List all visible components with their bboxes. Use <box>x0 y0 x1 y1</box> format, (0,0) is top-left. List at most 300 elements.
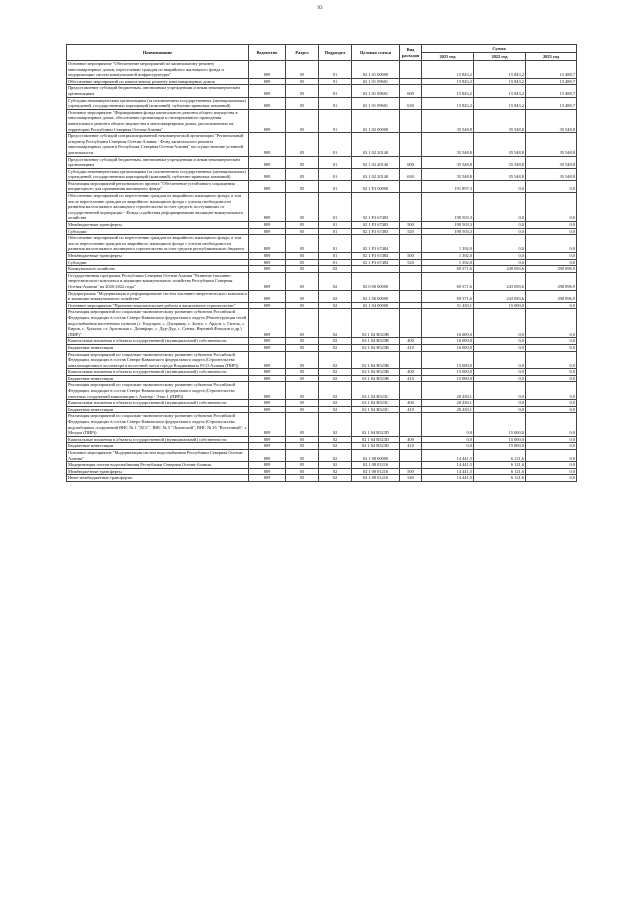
cell-amount-2021: 35 548,8 <box>422 133 474 156</box>
cell-name: Коммунальное хозяйство <box>67 266 249 273</box>
cell-name: Предоставление субсидий бюджетным, автономным учреждениям и иным некоммерческим организациям <box>67 156 249 168</box>
table-row <box>67 253 577 260</box>
cell-amount-2021: 16 000,0 <box>422 344 474 351</box>
cell-ministry: 809 <box>249 253 286 260</box>
cell-amount-2022: 35 548,8 <box>474 133 526 156</box>
cell-section: 05 <box>286 97 319 109</box>
cell-expense-type <box>400 382 422 400</box>
cell-amount-2021: 15 000,0 <box>422 369 474 376</box>
table-row <box>67 302 577 309</box>
cell-section: 05 <box>286 338 319 345</box>
cell-section: 05 <box>286 436 319 443</box>
cell-name: Обеспечение мероприятий по переселению граждан из аварийного жилищного фонда, в том числе переселению граждан из аварийного жилищного фонда с учетом необходимости развития малоэтажного жилищного строительства за счет средств республиканского бюджета <box>67 235 249 253</box>
cell-amount-2022: 0,0 <box>474 180 526 192</box>
table-row <box>67 475 577 482</box>
cell-amount-2023: 0,0 <box>526 228 577 235</box>
cell-target-article: 02 1 02 20140 <box>352 133 400 156</box>
header-name: Наименование <box>67 45 249 61</box>
cell-section: 05 <box>286 193 319 222</box>
cell-amount-2023: 15 488,7 <box>526 97 577 109</box>
cell-expense-type <box>400 193 422 222</box>
cell-target-article: 02 1 01 09601 <box>352 78 400 85</box>
cell-name: Бюджетные инвестиции <box>67 375 249 382</box>
cell-target-article: 02 1 F3 67483 <box>352 228 400 235</box>
header-subsection: Подраздел <box>319 45 352 61</box>
table-row <box>67 468 577 475</box>
cell-name: Реализация мероприятий регионального проекта "Обеспечение устойчивого сокращения непригодного для проживания жилищного фонда" <box>67 180 249 192</box>
cell-target-article: 02 1 F3 67484 <box>352 253 400 260</box>
cell-amount-2021: 1 392,0 <box>422 235 474 253</box>
cell-target-article: 02 1 04 R523B <box>352 369 400 376</box>
cell-section: 05 <box>286 475 319 482</box>
cell-section: 05 <box>286 369 319 376</box>
cell-target-article: 02 1 00 00000 <box>352 290 400 302</box>
cell-expense-type <box>400 180 422 192</box>
cell-ministry: 809 <box>249 193 286 222</box>
header-year-2023: 2023 год <box>526 53 577 61</box>
cell-amount-2022: 0,0 <box>474 338 526 345</box>
cell-section: 05 <box>286 272 319 290</box>
cell-amount-2021: 35 548,8 <box>422 168 474 180</box>
table-row <box>67 400 577 407</box>
cell-amount-2021: 35 548,8 <box>422 109 474 132</box>
cell-ministry: 809 <box>249 382 286 400</box>
cell-subsection: 02 <box>319 290 352 302</box>
cell-section: 05 <box>286 309 319 338</box>
cell-amount-2021: 0,0 <box>422 413 474 436</box>
table-row <box>67 351 577 369</box>
cell-amount-2022: 6 121,6 <box>474 450 526 462</box>
cell-section: 05 <box>286 382 319 400</box>
cell-amount-2022: 0,0 <box>474 406 526 413</box>
cell-amount-2022: 0,0 <box>474 375 526 382</box>
cell-ministry: 809 <box>249 369 286 376</box>
cell-name: Капитальные вложения в объекты государственной (муниципальной) собственности <box>67 436 249 443</box>
cell-ministry: 809 <box>249 351 286 369</box>
cell-amount-2023: 0,0 <box>526 400 577 407</box>
header-year-2021: 2021 год <box>422 53 474 61</box>
cell-amount-2023: 15 488,7 <box>526 61 577 79</box>
cell-subsection: 02 <box>319 413 352 436</box>
cell-ministry: 809 <box>249 468 286 475</box>
cell-amount-2021: 1 392,0 <box>422 259 474 266</box>
table-body <box>67 61 577 482</box>
cell-ministry: 809 <box>249 406 286 413</box>
table-row <box>67 180 577 192</box>
cell-ministry: 809 <box>249 309 286 338</box>
page-number: 93 <box>317 6 323 11</box>
cell-amount-2021: 15 843,2 <box>422 97 474 109</box>
cell-amount-2023: 0,0 <box>526 406 577 413</box>
cell-amount-2023: 0,0 <box>526 222 577 229</box>
cell-target-article: 02 1 04 R523B <box>352 351 400 369</box>
cell-amount-2021: 35 548,8 <box>422 156 474 168</box>
table-row <box>67 413 577 436</box>
cell-target-article: 02 1 04 00000 <box>352 302 400 309</box>
cell-subsection: 02 <box>319 462 352 469</box>
cell-subsection: 01 <box>319 61 352 79</box>
cell-target-article: 02 1 01 09601 <box>352 85 400 97</box>
table-row <box>67 168 577 180</box>
cell-subsection: 02 <box>319 406 352 413</box>
cell-ministry: 809 <box>249 85 286 97</box>
cell-subsection: 01 <box>319 222 352 229</box>
cell-ministry: 809 <box>249 462 286 469</box>
cell-section: 05 <box>286 462 319 469</box>
cell-section: 05 <box>286 228 319 235</box>
cell-subsection: 02 <box>319 369 352 376</box>
table-row <box>67 382 577 400</box>
cell-expense-type <box>400 133 422 156</box>
cell-amount-2022: 0,0 <box>474 259 526 266</box>
cell-ministry: 809 <box>249 97 286 109</box>
cell-target-article: 02 1 02 00000 <box>352 109 400 132</box>
cell-name: Субсидии некоммерческим организациям (за исключением государственных (муниципальных) учреждений, государственных корпораций (компаний), публично-правовых компаний) <box>67 97 249 109</box>
cell-expense-type: 600 <box>400 156 422 168</box>
cell-subsection: 02 <box>319 468 352 475</box>
cell-subsection: 02 <box>319 309 352 338</box>
cell-section: 05 <box>286 290 319 302</box>
table-row <box>67 228 577 235</box>
cell-amount-2023: 35 548,8 <box>526 133 577 156</box>
cell-name: Межбюджетные трансферты <box>67 468 249 475</box>
cell-expense-type: 400 <box>400 436 422 443</box>
cell-expense-type <box>400 351 422 369</box>
cell-name: Межбюджетные трансферты <box>67 222 249 229</box>
cell-name: Капитальные вложения в объекты государственной (муниципальной) собственности <box>67 369 249 376</box>
cell-ministry: 809 <box>249 400 286 407</box>
cell-name: Основное мероприятие "Модернизация систем водоснабжения Республики Северная Осетия-Алания" <box>67 450 249 462</box>
cell-amount-2023: 15 488,7 <box>526 85 577 97</box>
cell-amount-2021: 190 503,3 <box>422 228 474 235</box>
cell-ministry: 809 <box>249 302 286 309</box>
cell-amount-2023: 0,0 <box>526 468 577 475</box>
cell-amount-2022: 15 843,2 <box>474 97 526 109</box>
table-row <box>67 462 577 469</box>
cell-ministry: 809 <box>249 156 286 168</box>
cell-expense-type: 410 <box>400 443 422 450</box>
cell-section: 05 <box>286 344 319 351</box>
cell-section: 05 <box>286 406 319 413</box>
cell-amount-2022: 243 083,6 <box>474 290 526 302</box>
cell-section: 05 <box>286 156 319 168</box>
cell-amount-2022: 0,0 <box>474 253 526 260</box>
cell-target-article: 02 1 08 01216 <box>352 475 400 482</box>
cell-target-article: 02 1 08 01216 <box>352 468 400 475</box>
header-section: Раздел <box>286 45 319 61</box>
cell-amount-2023: 0,0 <box>526 462 577 469</box>
cell-amount-2023: 15 488,7 <box>526 78 577 85</box>
cell-name: Реализация мероприятий по социально-экономическому развитию субъектов Российской Федерации, входящих в состав Северо-Кавказского федерального округа (Строительство канализационного коллектора в восточной части города Владикавказа РСО-Алания (ПИР)) <box>67 351 249 369</box>
cell-name: Иные межбюджетные трансферты <box>67 475 249 482</box>
cell-section: 05 <box>286 109 319 132</box>
cell-section: 05 <box>286 302 319 309</box>
table-row <box>67 235 577 253</box>
cell-target-article: 02 1 04 R523C <box>352 382 400 400</box>
table-row <box>67 109 577 132</box>
cell-section: 05 <box>286 78 319 85</box>
cell-amount-2023: 0,0 <box>526 351 577 369</box>
cell-amount-2021: 69 371,6 <box>422 290 474 302</box>
cell-amount-2022: 0,0 <box>474 382 526 400</box>
cell-amount-2022: 0,0 <box>474 193 526 222</box>
cell-target-article: 02 1 F3 67483 <box>352 222 400 229</box>
table-row <box>67 85 577 97</box>
cell-amount-2022: 15 000,0 <box>474 436 526 443</box>
cell-section: 05 <box>286 180 319 192</box>
cell-name: Обеспечение мероприятий по переселению граждан из аварийного жилищного фонда, в том числе переселению граждан из аварийного жилищного фонда с учетом необходимости развития малоэтажного жилищного строительства за счет средств, поступивших от государственной корпорации - Фонда содействия реформированию жилищно-коммунального хозяйства <box>67 193 249 222</box>
cell-expense-type <box>400 290 422 302</box>
cell-expense-type: 630 <box>400 97 422 109</box>
header-year-2022: 2022 год <box>474 53 526 61</box>
header-expense-type: Вид расходов <box>400 45 422 61</box>
cell-amount-2022: 0,0 <box>474 369 526 376</box>
cell-section: 05 <box>286 259 319 266</box>
cell-section: 05 <box>286 443 319 450</box>
cell-ministry: 809 <box>249 228 286 235</box>
cell-amount-2021: 15 843,2 <box>422 78 474 85</box>
cell-ministry: 809 <box>249 290 286 302</box>
cell-expense-type: 400 <box>400 369 422 376</box>
cell-target-article: 02 1 04 R523B <box>352 375 400 382</box>
cell-section: 05 <box>286 253 319 260</box>
table-row <box>67 406 577 413</box>
cell-ministry: 809 <box>249 436 286 443</box>
cell-amount-2021: 14 441,5 <box>422 450 474 462</box>
cell-expense-type: 630 <box>400 168 422 180</box>
cell-amount-2021: 0,0 <box>422 436 474 443</box>
cell-section: 05 <box>286 450 319 462</box>
cell-amount-2023: 298 896,9 <box>526 272 577 290</box>
cell-target-article: 02 1 04 R523C <box>352 406 400 413</box>
cell-subsection: 02 <box>319 443 352 450</box>
cell-target-article: 02 1 01 00000 <box>352 61 400 79</box>
cell-subsection: 02 <box>319 344 352 351</box>
cell-name: Капитальные вложения в объекты государственной (муниципальной) собственности <box>67 400 249 407</box>
cell-amount-2022: 0,0 <box>474 344 526 351</box>
cell-expense-type <box>400 302 422 309</box>
cell-amount-2021: 14 441,5 <box>422 468 474 475</box>
cell-amount-2022: 0,0 <box>474 222 526 229</box>
cell-target-article: 02 1 08 00000 <box>352 450 400 462</box>
cell-subsection: 01 <box>319 228 352 235</box>
cell-amount-2022: 15 000,0 <box>474 443 526 450</box>
cell-subsection: 01 <box>319 85 352 97</box>
cell-amount-2021: 16 000,0 <box>422 309 474 338</box>
cell-ministry: 809 <box>249 222 286 229</box>
cell-subsection: 01 <box>319 78 352 85</box>
cell-ministry: 809 <box>249 109 286 132</box>
cell-amount-2023: 298 896,9 <box>526 290 577 302</box>
table-row <box>67 156 577 168</box>
cell-target-article: 02 1 04 R523B <box>352 309 400 338</box>
cell-amount-2022: 15 843,2 <box>474 78 526 85</box>
cell-target-article: 02 1 F3 67484 <box>352 235 400 253</box>
cell-amount-2021: 51 430,1 <box>422 302 474 309</box>
cell-target-article: 02 1 F3 00000 <box>352 180 400 192</box>
cell-ministry: 809 <box>249 266 286 273</box>
cell-expense-type <box>400 413 422 436</box>
cell-amount-2023: 0,0 <box>526 253 577 260</box>
cell-ministry: 809 <box>249 61 286 79</box>
cell-subsection: 02 <box>319 400 352 407</box>
cell-expense-type: 410 <box>400 344 422 351</box>
table-row <box>67 369 577 376</box>
cell-name: Субсидии некоммерческим организациям (за исключением государственных (муниципальных) учреждений, государственных корпораций (компаний), публично-правовых компаний) <box>67 168 249 180</box>
cell-subsection: 02 <box>319 450 352 462</box>
cell-ministry: 809 <box>249 78 286 85</box>
cell-target-article: 02 1 04 R523D <box>352 436 400 443</box>
cell-subsection: 02 <box>319 436 352 443</box>
cell-target-article <box>352 266 400 273</box>
cell-amount-2021: 14 441,5 <box>422 462 474 469</box>
cell-name: Субсидии <box>67 228 249 235</box>
cell-subsection: 02 <box>319 351 352 369</box>
cell-amount-2021: 191 897,3 <box>422 180 474 192</box>
table-row <box>67 272 577 290</box>
cell-amount-2023: 0,0 <box>526 193 577 222</box>
cell-amount-2021: 15 000,0 <box>422 351 474 369</box>
cell-amount-2022: 249 083,6 <box>474 266 526 273</box>
cell-target-article: 02 1 04 R523D <box>352 413 400 436</box>
cell-amount-2023: 35 548,8 <box>526 109 577 132</box>
cell-ministry: 809 <box>249 413 286 436</box>
cell-target-article: 02 1 F3 67484 <box>352 259 400 266</box>
cell-section: 05 <box>286 400 319 407</box>
cell-subsection: 01 <box>319 168 352 180</box>
table-row <box>67 338 577 345</box>
header-target-article: Целевая статья <box>352 45 400 61</box>
cell-section: 05 <box>286 468 319 475</box>
cell-amount-2023: 0,0 <box>526 436 577 443</box>
cell-amount-2021: 20 430,1 <box>422 382 474 400</box>
cell-expense-type <box>400 450 422 462</box>
cell-target-article: 02 1 04 R523B <box>352 344 400 351</box>
cell-amount-2022: 0,0 <box>474 235 526 253</box>
cell-subsection: 01 <box>319 253 352 260</box>
table-row <box>67 443 577 450</box>
cell-expense-type: 410 <box>400 406 422 413</box>
cell-amount-2022: 15 000,0 <box>474 413 526 436</box>
cell-amount-2022: 15 843,2 <box>474 61 526 79</box>
cell-name: Реализация мероприятий по социально-экономическому развитию субъектов Российской Федерации, входящих в состав Северо-Кавказского федерального округа (Реконструкция сетей водоснабжения населенных пунктов (с. Кадгарон, с. Дзуарикау, с. Зилга, с. Ардон, с. Гизель, с. Киров, с. Хумалаг, ст. Архонская с. Донифарс, с. Дур-Дур, с. Сунжа, Верхний Фиагдон и др.) (ПИР)" <box>67 309 249 338</box>
cell-name: Бюджетные инвестиции <box>67 443 249 450</box>
cell-expense-type: 400 <box>400 338 422 345</box>
cell-amount-2023: 0,0 <box>526 375 577 382</box>
cell-name: Бюджетные инвестиции <box>67 406 249 413</box>
header-ministry: Ведомство <box>249 45 286 61</box>
cell-amount-2023: 0,0 <box>526 475 577 482</box>
cell-subsection: 01 <box>319 235 352 253</box>
cell-amount-2021: 0,0 <box>422 443 474 450</box>
cell-target-article: 02 1 02 20140 <box>352 156 400 168</box>
table-row <box>67 344 577 351</box>
cell-amount-2023: 0,0 <box>526 369 577 376</box>
cell-name: Бюджетные инвестиции <box>67 344 249 351</box>
cell-expense-type <box>400 109 422 132</box>
cell-name: Предоставление субсидий бюджетным, автономным учреждениям и иным некоммерческим организациям <box>67 85 249 97</box>
cell-amount-2023: 0,0 <box>526 235 577 253</box>
cell-target-article: 02 1 01 09601 <box>352 97 400 109</box>
cell-section: 05 <box>286 85 319 97</box>
cell-expense-type <box>400 462 422 469</box>
cell-expense-type: 500 <box>400 253 422 260</box>
cell-amount-2022: 35 548,8 <box>474 156 526 168</box>
cell-amount-2022: 0,0 <box>474 400 526 407</box>
cell-name: Капитальные вложения в объекты государственной (муниципальной) собственности <box>67 338 249 345</box>
cell-ministry: 809 <box>249 180 286 192</box>
cell-expense-type <box>400 78 422 85</box>
cell-amount-2022: 35 548,8 <box>474 109 526 132</box>
cell-section: 05 <box>286 168 319 180</box>
cell-amount-2022: 6 121,6 <box>474 468 526 475</box>
cell-amount-2022: 6 121,6 <box>474 475 526 482</box>
cell-name: Подпрограмма "Модернизация и реформирование систем топливно-энергетического комплекса и жилищно-коммунального хозяйства" <box>68 290 247 302</box>
cell-amount-2022: 15 843,2 <box>474 85 526 97</box>
cell-subsection: 02 <box>319 266 352 273</box>
cell-amount-2021: 1 392,0 <box>422 253 474 260</box>
cell-amount-2022: 0,0 <box>474 309 526 338</box>
table-row <box>67 97 577 109</box>
cell-amount-2021: 15 000,0 <box>422 375 474 382</box>
cell-amount-2022: 0,0 <box>474 351 526 369</box>
cell-amount-2023: 0,0 <box>526 382 577 400</box>
cell-amount-2023: 0,0 <box>526 344 577 351</box>
cell-name: Обеспечение мероприятий по капитальному ремонту многоквартирных домов <box>67 78 249 85</box>
table-row <box>67 78 577 85</box>
table-row <box>67 193 577 222</box>
cell-target-article: 02 0 00 00000 <box>352 272 400 290</box>
cell-amount-2022: 6 121,6 <box>474 462 526 469</box>
cell-amount-2022: 35 548,8 <box>474 168 526 180</box>
cell-target-article: 02 1 02 20140 <box>352 168 400 180</box>
cell-amount-2021: 20 430,1 <box>422 400 474 407</box>
cell-amount-2023: 35 548,8 <box>526 168 577 180</box>
cell-expense-type <box>400 266 422 273</box>
budget-table <box>66 44 577 482</box>
cell-amount-2021: 15 843,2 <box>422 85 474 97</box>
cell-amount-2023: 0,0 <box>526 259 577 266</box>
cell-expense-type: 500 <box>400 468 422 475</box>
cell-section: 05 <box>286 222 319 229</box>
cell-ministry: 809 <box>249 168 286 180</box>
cell-ministry: 809 <box>249 450 286 462</box>
cell-section: 05 <box>286 133 319 156</box>
table-row <box>67 436 577 443</box>
cell-amount-2023: 298 896,9 <box>526 266 577 273</box>
cell-section: 05 <box>286 375 319 382</box>
cell-amount-2022: 243 083,6 <box>474 272 526 290</box>
cell-amount-2023: 35 548,8 <box>526 156 577 168</box>
table-row <box>67 290 577 302</box>
cell-amount-2023: 0,0 <box>526 180 577 192</box>
cell-ministry: 809 <box>249 235 286 253</box>
cell-expense-type <box>400 309 422 338</box>
cell-subsection: 01 <box>319 97 352 109</box>
table-row <box>67 375 577 382</box>
cell-target-article: 02 1 04 R523D <box>352 443 400 450</box>
cell-expense-type: 400 <box>400 400 422 407</box>
cell-subsection: 02 <box>319 375 352 382</box>
cell-subsection: 01 <box>319 156 352 168</box>
cell-amount-2023: 0,0 <box>526 450 577 462</box>
cell-expense-type: 410 <box>400 375 422 382</box>
cell-expense-type: 520 <box>400 259 422 266</box>
cell-subsection: 01 <box>319 133 352 156</box>
cell-target-article: 02 1 04 R523B <box>352 338 400 345</box>
cell-expense-type: 600 <box>400 85 422 97</box>
cell-amount-2023: 0,0 <box>526 302 577 309</box>
